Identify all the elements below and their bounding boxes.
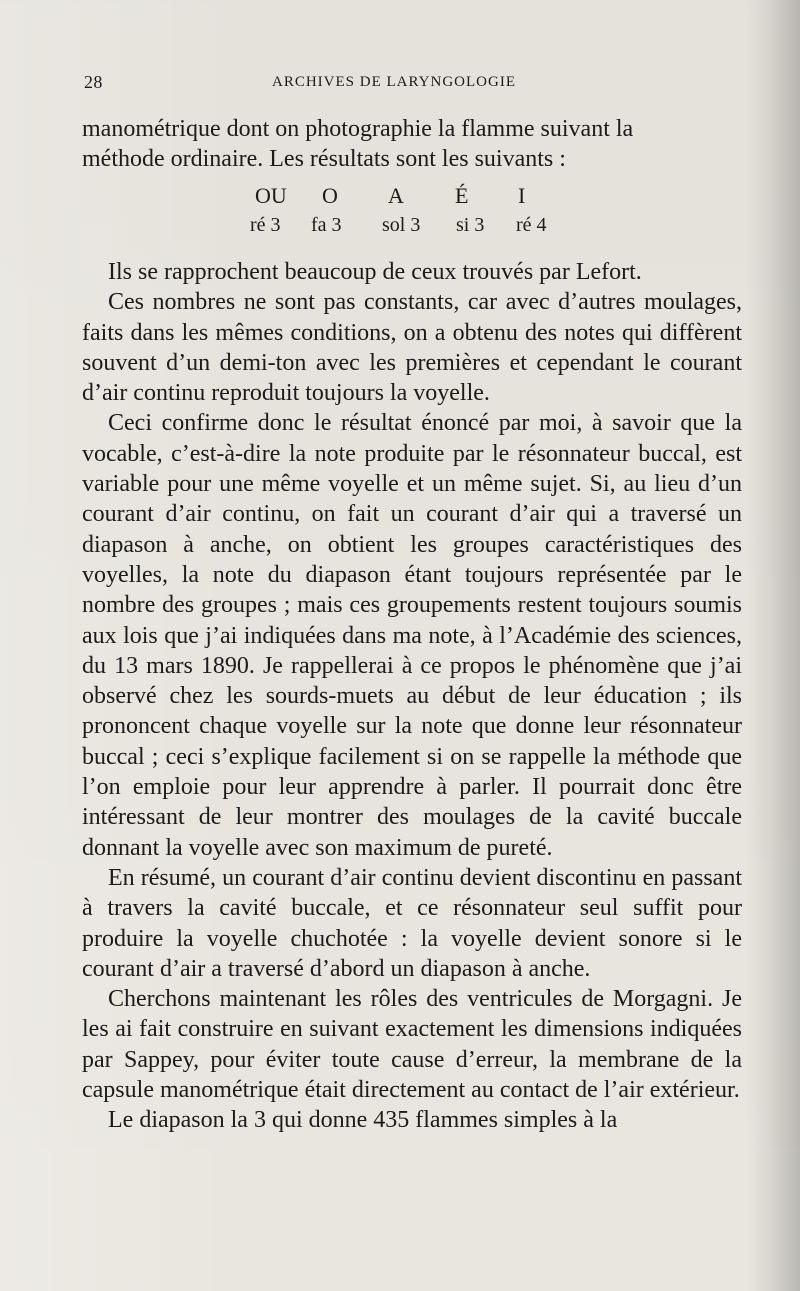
note-fa3: fa 3 — [311, 214, 342, 236]
running-head: ARCHIVES DE LARYNGOLOGIE — [272, 74, 516, 90]
vowel-o: O — [322, 183, 338, 208]
note-sol3: sol 3 — [382, 214, 421, 236]
page-number: 28 — [84, 72, 103, 92]
page-edge-shadow — [746, 0, 800, 1291]
vowel-ou: OU — [255, 183, 287, 208]
note-si3: si 3 — [456, 214, 485, 236]
note-row — [250, 214, 580, 244]
intro-text — [82, 114, 742, 175]
vowel-i: I — [518, 183, 526, 208]
intro-line-1: manométrique dont on photographie la flamme suivant la — [82, 116, 634, 142]
paragraph-diapason: Le diapason la 3 qui donne 435 flammes simples à la — [108, 1107, 618, 1134]
paragraph-morgagni: Cherchons maintenant les rôles des ventricules de Morgagni. Je les ai fait construire en suivant exactement les dimensions indiquées par Sappey, pour éviter toute cause d’erreur, la membrane de la capsule manométrique était directement au contact de l’air extérieur. — [82, 986, 742, 1104]
paragraph-confirmation: Ceci confirme donc le résultat énoncé par moi, à savoir que la vocable, c’est-à-dire la note produite par le résonnateur buccal, est variable pour une même voyelle et un même sujet. Si, au lieu d’un courant d’air continu, on fait un courant d’air qui a traversé un diapason à anche, on obtient les groupes caractéristiques des voyelles, la note du diapason étant toujours représentée par le nombre des groupes ; mais ces groupements restent toujours soumis aux lois que j’ai indiquées dans ma note, à l’Académie des sciences, du 13 mars 1890. Je rappellerai à ce propos le phénomène que j’ai observé chez les sourds-muets au début de leur éducation ; ils prononcent chaque voyelle sur la note que donne leur résonnateur buccal ; ceci s’explique facilement si on se rappelle la méthode que l’on emploie pour leur apprendre à parler. Il pourrait donc être intéressant de leur montrer des moulages de la cavité buccale donnant la voyelle avec son maximum de pureté. — [82, 410, 742, 861]
main-body-text — [82, 257, 742, 1136]
page-header — [84, 70, 724, 94]
paragraph-lefort: Ils se rapprochent beaucoup de ceux trouvés par Lefort. — [108, 259, 642, 285]
note-re4: ré 4 — [516, 214, 547, 236]
vowel-note-table — [250, 183, 580, 245]
vowel-row — [250, 183, 580, 213]
paragraph-summary: En résumé, un courant d’air continu devient discontinu en passant à travers la cavité buccale, et ce résonnateur seul suffit pour produire la voyelle chuchotée : la voyelle devient sonore si le courant d’air a traversé d’abord un diapason à anche. — [82, 864, 742, 982]
paragraph-numbers: Ces nombres ne sont pas constants, car avec d’autres moulages, faits dans les mêmes conditions, on a obtenu des notes qui diffèrent souvent d’un demi-ton avec les premières et cependant le courant d’air continu reproduit toujours la voyelle. — [82, 289, 742, 407]
vowel-a: A — [388, 183, 404, 208]
vowel-e: É — [455, 183, 469, 208]
intro-line-2: méthode ordinaire. Les résultats sont les suivants : — [82, 146, 566, 173]
note-re3: ré 3 — [250, 214, 281, 236]
